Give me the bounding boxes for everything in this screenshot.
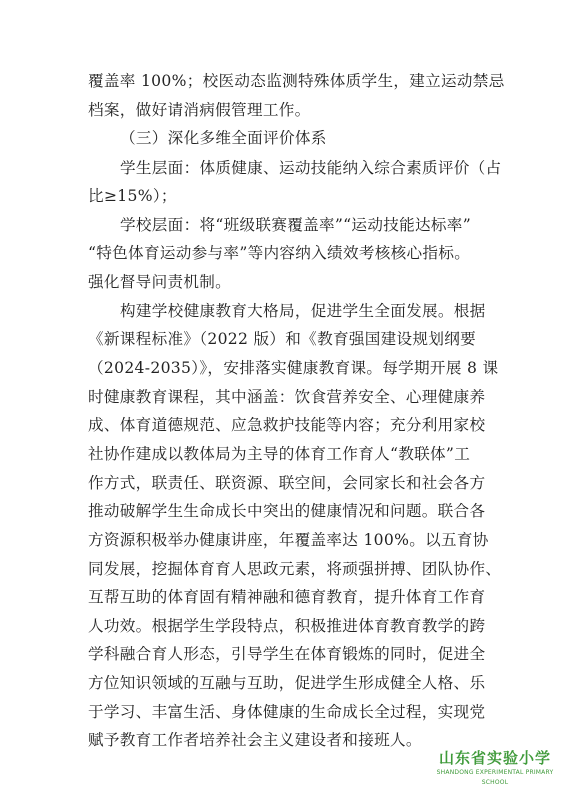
text-line: 学生层面：体质健康、运动技能纳入综合素质评价（占: [120, 159, 502, 177]
text-line: 方位知识领域的互融与互助，促进学生形成健全人格、乐: [88, 674, 486, 692]
text-line: 档案，做好请消病假管理工作。: [88, 101, 311, 119]
text-line: 同发展，挖掘体育育人思政元素，将顽强拼搏、团队协作、: [88, 560, 502, 578]
text-line: “特色体育运动参与率”等内容纳入绩效考核核心指标。: [88, 244, 471, 262]
text-line: 成、体育道德规范、应急救护技能等内容；充分利用家校: [88, 416, 486, 434]
text-line: （2024-2035）》，安排落实健康教育课。每学期开展 8 课: [88, 359, 499, 377]
text-line: 构建学校健康教育大格局，促进学生全面发展。根据: [120, 302, 486, 320]
text-line: 互帮互助的体育固有精神融和德育教育，提升体育工作育: [88, 588, 486, 606]
school-logo-name: 山东省实验小学: [438, 749, 551, 767]
text-line: 强化督导问责机制。: [88, 273, 232, 291]
text-line: 人功效。根据学生学段特点，积极推进体育教育教学的跨: [88, 617, 486, 635]
text-line: 学校层面：将“班级联赛覆盖率”“运动技能达标率”: [120, 216, 471, 234]
text-line: 作方式，联责任、联资源、联空间，会同家长和社会各方: [88, 474, 486, 492]
school-logo-subtitle: SHANDONG EXPERIMENTAL PRIMARY SCHOOL: [436, 769, 554, 786]
text-line: 社协作建成以教体局为主导的体育工作育人“教联体”工: [88, 445, 471, 463]
text-line: 比≥15%）；: [88, 187, 177, 205]
text-line: 赋予教育工作者培养社会主义建设者和接班人。: [88, 731, 422, 749]
text-line: 《新课程标准》（2022 版）和《教育强国建设规划纲要: [88, 330, 477, 348]
school-logo: [435, 748, 555, 792]
text-line: 时健康教育课程，其中涵盖：饮食营养安全、心理健康养: [88, 388, 486, 406]
text-line: 方资源积极举办健康讲座，年覆盖率达 100%。以五育协: [88, 531, 489, 549]
section-heading: （三）深化多维全面评价体系: [120, 129, 327, 147]
text-line: 学科融合育人形态，引导学生在体育锻炼的同时，促进全: [88, 645, 486, 663]
text-line: 覆盖率 100%；校医动态监测特殊体质学生，建立运动禁忌: [88, 72, 505, 90]
text-line: 推动破解学生生命成长中突出的健康情况和问题。联合各: [88, 502, 486, 520]
text-line: 于学习、丰富生活、身体健康的生命成长全过程，实现党: [88, 703, 486, 721]
